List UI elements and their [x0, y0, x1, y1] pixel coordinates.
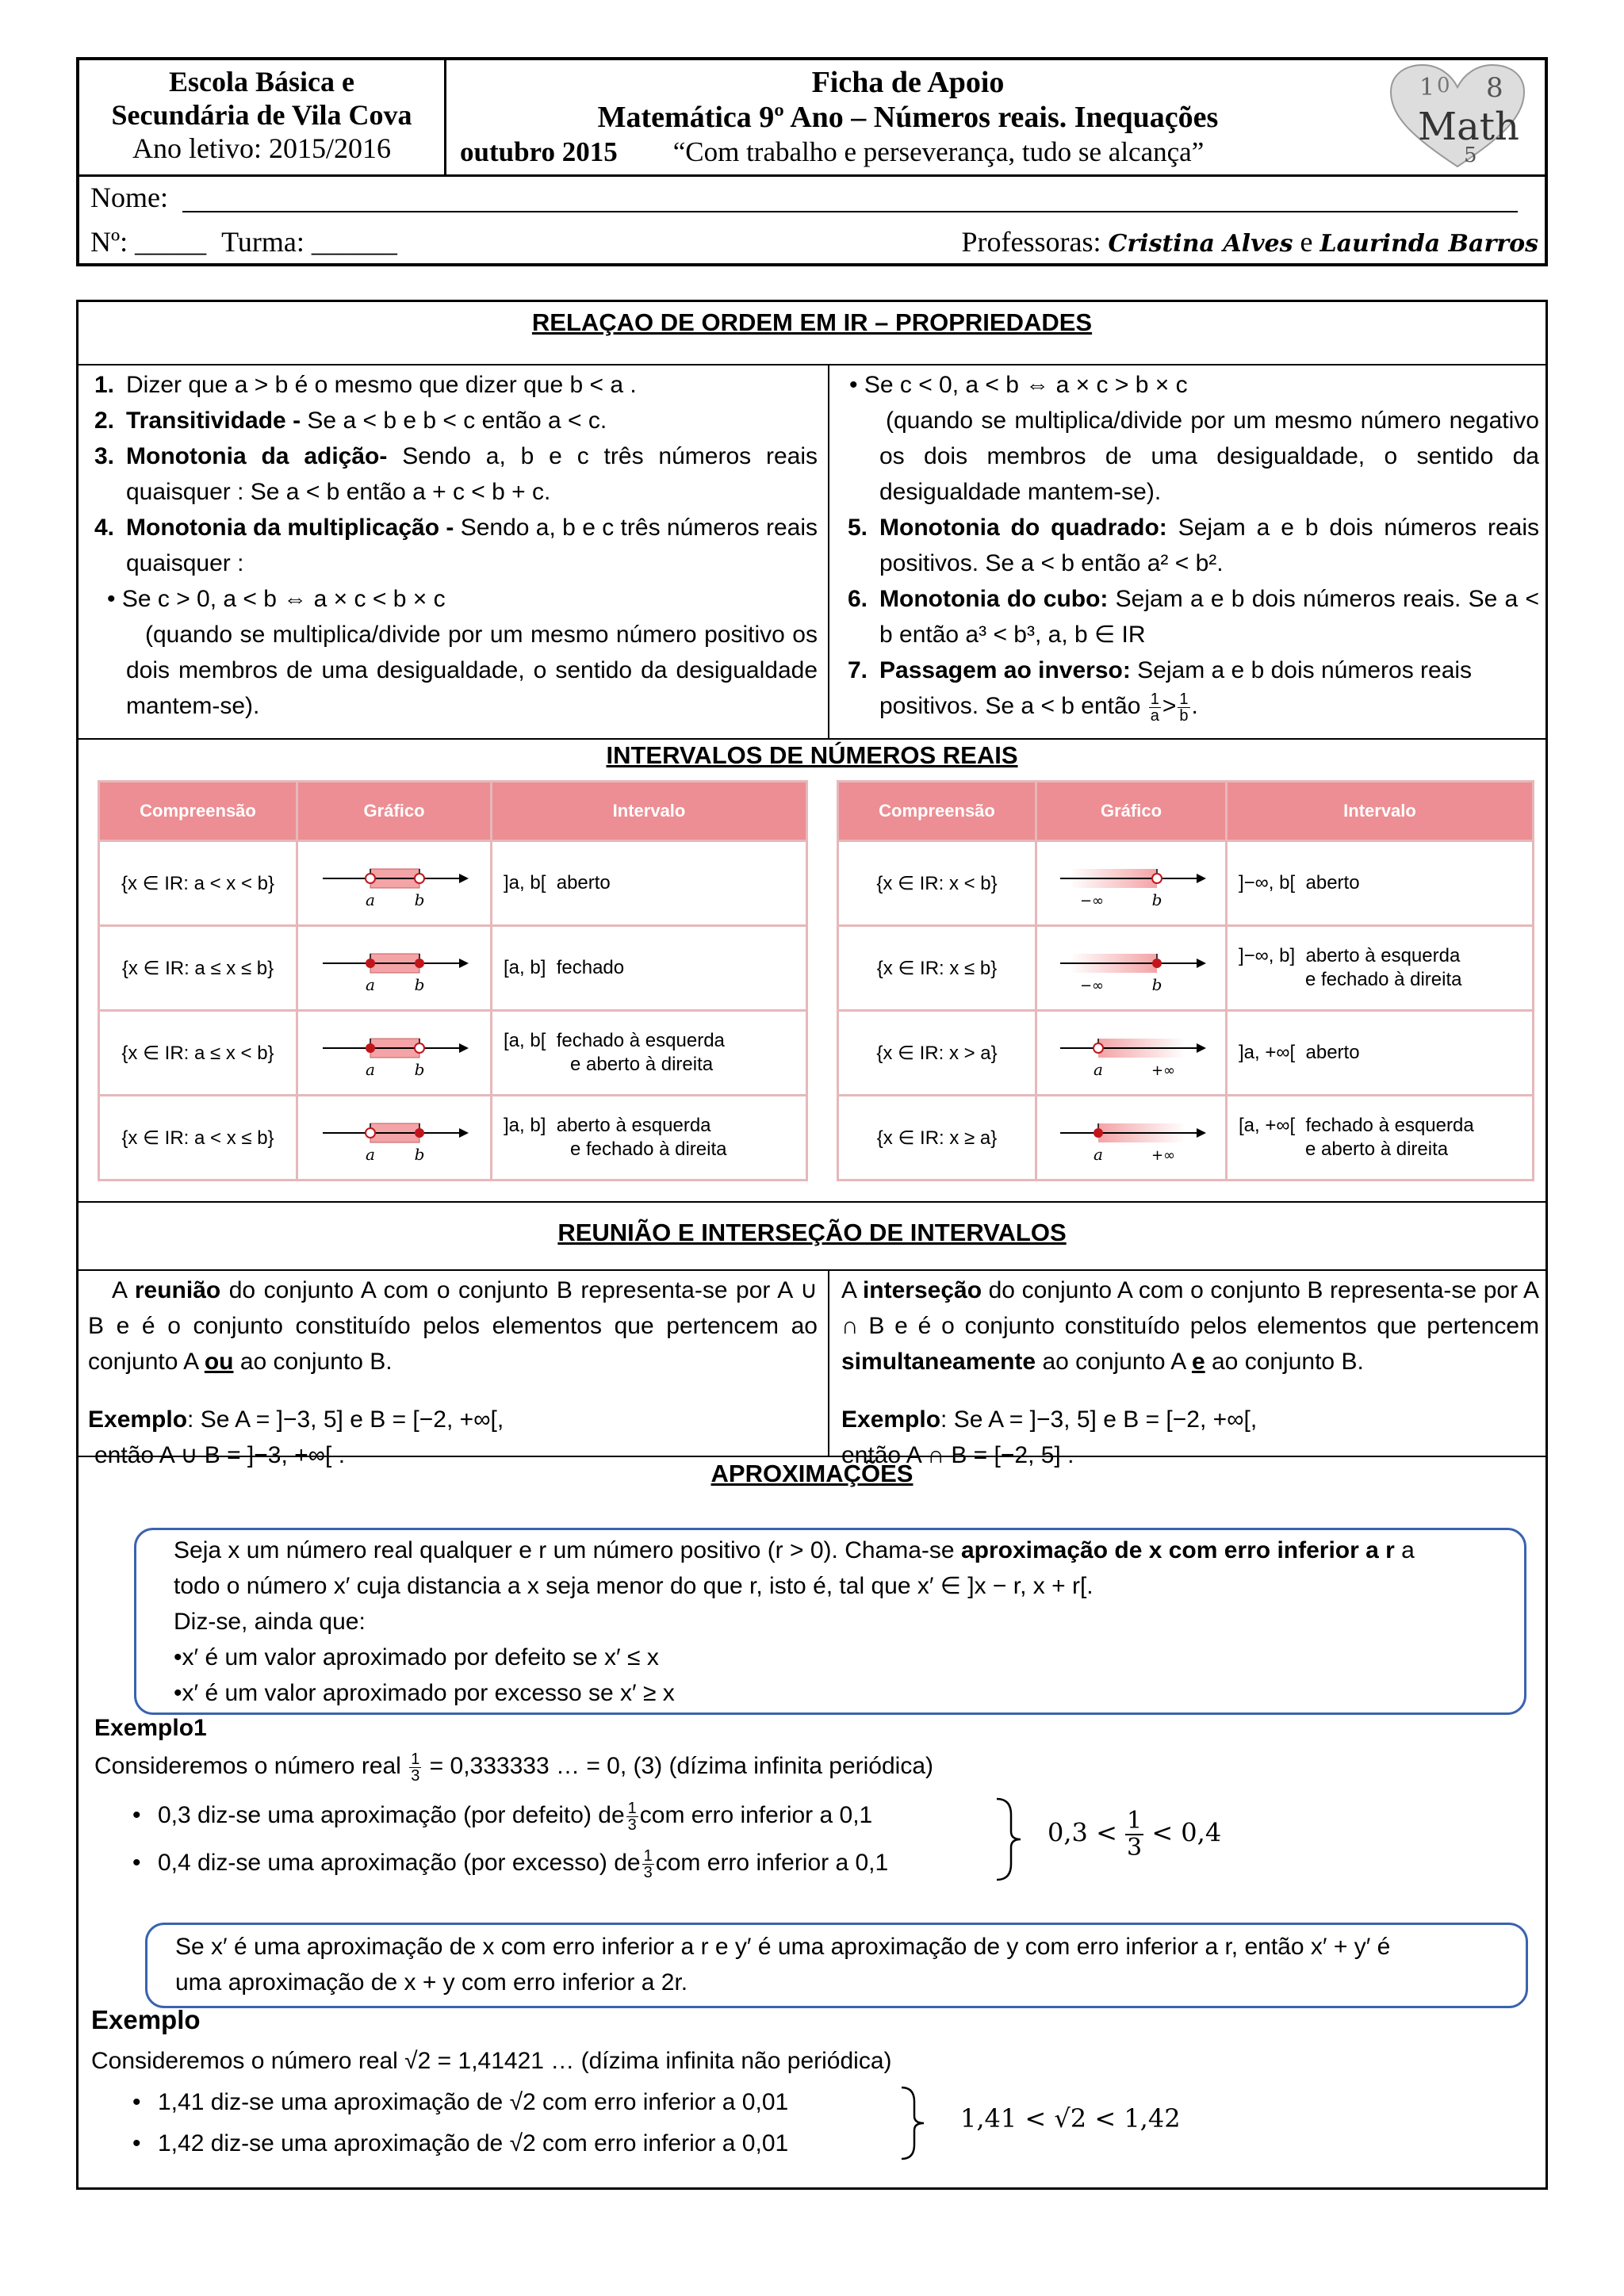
interval-notation	[1228, 842, 1532, 924]
property-4-negative: • Se c < 0, a < b ⇔ a × c > b × c	[849, 372, 1188, 398]
interval-type: aberto à esquerda	[556, 1115, 711, 1136]
interval-type: fechado	[556, 957, 625, 978]
exemplo1-title: Exemplo1	[94, 1715, 207, 1741]
school-name: Escola Básica e Secundária de Vila Cova Ano letivo: 2015/2016	[111, 66, 412, 164]
intersecao-text: A interseção do conjunto A com o conjunto B representa-se por A ∩ B e é o conjunto constituído pelos elementos que pertencem simultaneamente ao conjunto A e ao conjunto B. Exemplo: Se A = ]−3, 5] e B = [−2, +∞[, então A ∩ B = [−2, 5] .	[841, 1277, 1539, 1468]
svg-text:b: b	[414, 974, 425, 994]
number-line-graph	[1052, 935, 1211, 997]
svg-text:b: b	[1151, 890, 1162, 909]
interval-row	[100, 842, 806, 924]
svg-text:a: a	[366, 974, 375, 994]
interval-symbol: [a, b[	[504, 1030, 546, 1051]
interval-row	[839, 1096, 1532, 1179]
property-1: 1. Dizer que a > b é o mesmo que dizer que b < a .	[94, 372, 637, 398]
ordem-right-column	[841, 367, 1539, 724]
nome-field[interactable]	[182, 211, 1518, 212]
interval-notation	[492, 842, 806, 924]
col-grafico: Gráfico	[298, 783, 490, 840]
numero-field[interactable]: Nº: _____	[90, 226, 207, 258]
brace-1	[994, 1796, 1025, 1883]
teacher-2: Laurinda Barros	[1320, 230, 1538, 258]
interval-row	[100, 927, 806, 1009]
property-5: 5. Monotonia do quadrado: Sejam a e b dois números reais positivos. Se a < b então a² < b².	[848, 515, 1540, 576]
teacher-1: Cristina Alves	[1108, 230, 1293, 258]
definition-text: Seja x um número real qualquer e r um número positivo (r > 0). Chama-se aproximação de x com erro inferior a r a todo o número x′ cuja distancia a x seja menor do que r, isto é, tal que x′ ∈ ]x − r, x + r[. Diz-se, ainda que: •x′ é um valor aproximado por defeito se x′ ≤ x •x′ é um valor aproximado por excesso se x′ ≥ x	[174, 1537, 1415, 1706]
interval-row	[100, 1012, 806, 1094]
section-intervalos-title: INTERVALOS DE NÚMEROS REAIS	[606, 741, 1018, 769]
interval-type: aberto	[556, 872, 611, 894]
interval-comprehension: {x ∈ IR: x < b}	[839, 842, 1035, 924]
svg-text:a: a	[366, 1144, 375, 1164]
interval-comprehension: {x ∈ IR: x ≤ b}	[839, 927, 1035, 1009]
interval-row	[839, 1012, 1532, 1094]
sum-rule-text: Se x′ é uma aproximação de x com erro inferior a r e y′ é uma aproximação de y com erro inferior a r, então x′ + y′ é uma aproximação de x + y com erro inferior a 2r.	[175, 1934, 1391, 1996]
exemplo2-intro: Consideremos o número real √2 = 1,41421 … (dízima infinita não periódica)	[91, 2048, 892, 2074]
interval-graph	[298, 1012, 490, 1094]
property-6: 6. Monotonia do cubo: Sejam a e b dois números reais. Se a < b então a³ < b³, a, b ∈ IR	[848, 586, 1539, 648]
interval-symbol: ]−∞, b[	[1239, 872, 1296, 894]
brace-2	[898, 2084, 930, 2162]
svg-text:8: 8	[1486, 72, 1503, 104]
property-2: 2. Transitividade - Se a < b e b < c então a < c.	[94, 408, 607, 434]
professoras-label: Professoras:	[961, 226, 1101, 258]
interval-comprehension: {x ∈ IR: x > a}	[839, 1012, 1035, 1094]
interval-symbol: [a, +∞[	[1239, 1115, 1296, 1136]
exemplo2-item-1: • 1,41 diz-se uma aproximação de √2 com erro inferior a 0,01	[132, 2089, 789, 2115]
svg-text:b: b	[1151, 974, 1162, 994]
interval-comprehension: {x ∈ IR: a < x < b}	[100, 842, 296, 924]
number-line-graph	[315, 1104, 473, 1166]
svg-text:+∞: +∞	[1151, 1146, 1175, 1164]
number-line-graph	[1052, 1020, 1211, 1081]
sheet-title: Ficha de Apoio Matemática 9º Ano – Números reais. Inequações	[597, 66, 1219, 134]
interval-type: fechado à esquerda	[1305, 1115, 1474, 1136]
svg-text:−∞: −∞	[1079, 977, 1104, 994]
number-line-graph	[1052, 1104, 1211, 1166]
interval-comprehension: {x ∈ IR: a ≤ x ≤ b}	[100, 927, 296, 1009]
interval-graph	[1037, 1096, 1225, 1179]
svg-text:a: a	[366, 1059, 375, 1079]
interval-symbol: ]a, b]	[504, 1115, 546, 1136]
exemplo2-result: 1,41 < √2 < 1,42	[960, 2103, 1181, 2133]
svg-text:1: 1	[1419, 74, 1435, 101]
interval-symbol: ]a, +∞[	[1239, 1042, 1296, 1063]
property-7: 7. Passagem ao inverso: Sejam a e b dois números reais positivos. Se a < b então $\frac{1}{a}$ > $\frac{1}{b}$ .	[848, 657, 1473, 725]
interval-type: aberto à esquerda	[1305, 945, 1461, 966]
svg-text:+∞: +∞	[1151, 1062, 1175, 1079]
interval-graph	[298, 1096, 490, 1179]
col-grafico: Gráfico	[1037, 783, 1225, 840]
property-4-negative-note: (quando se multiplica/divide por um mesmo número negativo os dois membros de uma desigualdade, o sentido da desigualdade mantem-se).	[879, 408, 1539, 505]
interval-comprehension: {x ∈ IR: x ≥ a}	[839, 1096, 1035, 1179]
exemplo2-item-2: • 1,42 diz-se uma aproximação de √2 com erro inferior a 0,01	[132, 2130, 789, 2156]
interval-notation	[1228, 1012, 1532, 1094]
ordem-left-column	[88, 367, 818, 724]
interval-type: aberto	[1305, 1042, 1360, 1063]
date: outubro 2015	[460, 136, 618, 167]
math-heart-logo	[1388, 63, 1527, 173]
student-info-row: Nº: _____ Turma: ______ Professoras: Cristina Alves e Laurinda Barros	[90, 226, 1538, 258]
interval-graph	[1037, 1012, 1225, 1094]
svg-text:5: 5	[1464, 144, 1477, 167]
nome-label: Nome:	[90, 182, 168, 213]
exemplo1-intro: Consideremos o número real $\frac{1}{3}$ = 0,333333 … = 0, (3) (dízima infinita periódica)	[94, 1750, 934, 1785]
reuniao-text: A reunião do conjunto A com o conjunto B representa-se por A ∪ B e é o conjunto constituído pelos elementos que pertencem ao conjunto A ou ao conjunto B. Exemplo: Se A = ]−3, 5] e B = [−2, +∞[, então A ∪ B = ]−3, +∞[ .	[88, 1277, 818, 1468]
col-compreensao: Compreensão	[100, 783, 296, 840]
svg-text:−∞: −∞	[1079, 892, 1104, 909]
svg-text:a: a	[1093, 1059, 1103, 1079]
svg-text:b: b	[414, 890, 425, 909]
interval-notation: [a, b[ fechado à esquerda e aberto à direita	[492, 1012, 806, 1094]
interval-symbol: [a, b]	[504, 957, 546, 978]
interval-comprehension: {x ∈ IR: a < x ≤ b}	[100, 1096, 296, 1179]
interval-graph	[1037, 842, 1225, 924]
svg-text:b: b	[414, 1059, 425, 1079]
motto-row	[460, 136, 1507, 168]
col-compreensao: Compreensão	[839, 783, 1035, 840]
intervals-table-left	[98, 780, 808, 1181]
exemplo2-title: Exemplo	[91, 2005, 201, 2034]
interval-symbol: ]a, b[	[504, 872, 546, 894]
section-aprox-title: APROXIMAÇÕES	[710, 1460, 914, 1487]
interval-comprehension: {x ∈ IR: a ≤ x < b}	[100, 1012, 296, 1094]
interval-type: fechado à esquerda	[556, 1030, 725, 1051]
svg-text:a: a	[1093, 1144, 1103, 1164]
interval-notation: ]−∞, b] aberto à esquerda e fechado à direita	[1228, 927, 1532, 1009]
property-3: 3. Monotonia da adição- Sendo a, b e c três números reais quaisquer : Se a < b então a + c < b + c.	[94, 443, 818, 505]
property-4: 4. Monotonia da multiplicação - Sendo a, b e c três números reais quaisquer :	[94, 515, 818, 576]
motto: “Com trabalho e perseverança, tudo se alcança”	[672, 136, 1205, 167]
col-intervalo: Intervalo	[1228, 783, 1532, 840]
svg-text:b: b	[414, 1144, 425, 1164]
exemplo1-item-2: • 0,4 diz-se uma aproximação (por excesso) de $\frac{1}{3}$ com erro inferior a 0,1	[132, 1846, 889, 1881]
interval-notation	[492, 927, 806, 1009]
interval-type: aberto	[1305, 872, 1360, 894]
intervals-table-right	[837, 780, 1534, 1181]
number-line-graph	[315, 935, 473, 997]
svg-text:0: 0	[1437, 74, 1450, 98]
section-reuniao-title: REUNIÃO E INTERSEÇÃO DE INTERVALOS	[557, 1219, 1067, 1246]
number-line-graph	[315, 850, 473, 912]
exemplo1-item-1: • 0,3 diz-se uma aproximação (por defeito) de $\frac{1}{3}$ com erro inferior a 0,1	[132, 1799, 873, 1834]
interval-graph	[298, 927, 490, 1009]
number-line-graph	[315, 1020, 473, 1081]
interval-row	[100, 1096, 806, 1179]
number-line-graph	[1052, 850, 1211, 912]
interval-row	[839, 927, 1532, 1009]
property-4-positive: • Se c > 0, a < b ⇔ a × c < b × c	[107, 586, 446, 612]
exemplo1-result: 0,3 < $\frac{1}{3}$ < 0,4	[1048, 1807, 1222, 1862]
section-ordem-title: RELAÇAO DE ORDEM EM IR – PROPRIEDADES	[531, 308, 1093, 336]
interval-symbol: ]−∞, b]	[1239, 945, 1296, 966]
turma-field[interactable]: Turma: ______	[221, 226, 397, 258]
interval-row	[839, 842, 1532, 924]
property-4-positive-note: (quando se multiplica/divide por um mesmo número positivo os dois membros de uma desigualdade, o sentido da desigualdade mantem-se).	[126, 622, 818, 719]
content-box	[76, 300, 1548, 2190]
interval-graph	[298, 842, 490, 924]
interval-notation: ]a, b] aberto à esquerda e fechado à direita	[492, 1096, 806, 1179]
svg-text:Math: Math	[1418, 105, 1519, 149]
header-box	[76, 57, 1548, 266]
interval-notation: [a, +∞[ fechado à esquerda e aberto à direita	[1228, 1096, 1532, 1179]
svg-text:a: a	[366, 890, 375, 909]
col-intervalo: Intervalo	[492, 783, 806, 840]
interval-graph	[1037, 927, 1225, 1009]
